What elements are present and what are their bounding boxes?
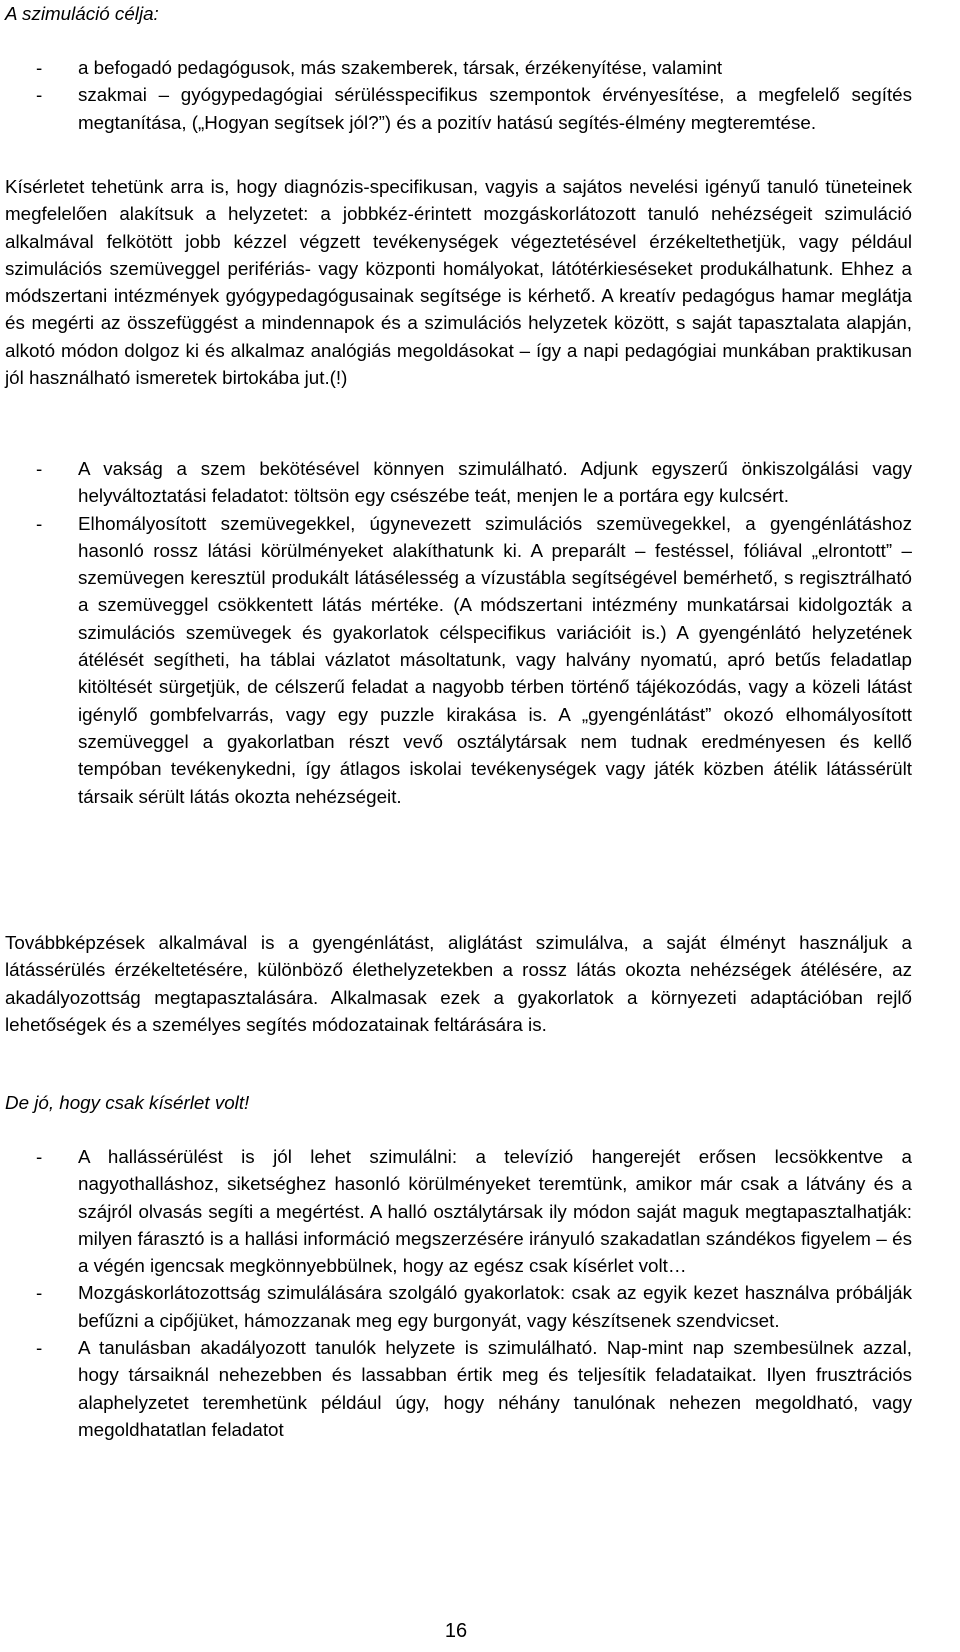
list-item (0, 81, 912, 136)
list-item-text: A hallássérülést is jól lehet szimulálni: a televízió hangerejét erősen lecsökkentve a nagyothalláshoz, siketséghez hasonló körülményeket teremtünk, amikor már csak a látvány és a szájról olvasás segíti a megértést. A halló osztálytársak ily módon saját maguk megtapasztalhatják: milyen fárasztó is a hallási információ megszerzésére irányuló szakadatlan szándékos figyelem – és a végén igencsak megkönnyebbülnek, hogy az egész csak kísérlet volt… (78, 1146, 912, 1277)
list-item (0, 1143, 912, 1279)
bullet-dash: - (36, 512, 43, 534)
body-paragraph: Kísérletet tehetünk arra is, hogy diagnózis-specifikusan, vagyis a sajátos nevelési igényű tanuló tüneteinek megfelelően alakítsuk a helyzetet: a jobbkéz-érintett mozgáskorlátozott tanuló nehézségeit szimuláció alkalmával felkötött jobb kézzel végzett tevékenységek végeztetésével érzékeltethetjük, vagy például szimulációs szemüveggel perifériás- vagy központi homályokat, látótérkieséseket produkálhatunk. Ehhez a módszertani intézmények gyógypedagógusainak segítsége is kérhető. A kreatív pedagógus hamar meglátja és megérti az összefüggést a mindennapok és a szimulációs helyzetek között, s saját tapasztalata alapján, alkotó módon dolgoz ki és alkalmaz analógiás megoldásokat – így a napi pedagógiai munkában praktikusan jól használható ismeretek birtokába jut.(!) (5, 176, 912, 389)
list-item (0, 54, 912, 81)
list-item-text: A tanulásban akadályozott tanulók helyzete is szimulálható. Nap-mint nap szembesülnek azzal, hogy társaiknál nehezebben és lassabban értik meg és teljesítik feladataikat. Ilyen frusztrációs alaphelyzetet teremhetünk például úgy, hogy néhány tanulónak nehezen megoldható, vagy megoldhatatlan feladatot (78, 1337, 912, 1440)
experiment-list (0, 1143, 912, 1443)
list-item-text: A vakság a szem bekötésével könnyen szimulálható. Adjunk egyszerű önkiszolgálási vagy helyváltoztatási feladatot: töltsön egy csészébe teát, menjen le a portára egy kulcsért. (78, 458, 912, 507)
list-item (0, 1279, 912, 1334)
page-number: 16 (444, 1620, 468, 1642)
bullet-dash: - (36, 84, 43, 106)
simulation-examples-list (0, 455, 912, 810)
list-item-text: Mozgáskorlátozottság szimulálására szolgáló gyakorlatok: csak az egyik kezet használva próbálják befűzni a cipőjüket, hámozzanak meg egy burgonyát, vagy készítsenek szendvicset. (78, 1282, 912, 1331)
bullet-dash: - (36, 1337, 43, 1359)
bullet-dash: - (36, 1146, 43, 1167)
list-item-text: Elhomályosított szemüvegekkel, úgynevezett szimulációs szemüvegekkel, a gyengénlátáshoz hasonló rossz látási körülményeket alakíthatunk ki. A preparált – festéssel, fóliával „elrontott” – szemüvegen keresztül produkált látásélesség a vízustábla segítségével bemérhető, s regisztrálható a szemüveggel csökkentett látás mértéke. (A módszertani intézmény munkatársai kidolgozták a szimulációs szemüvegek és gyakorlatok célspecifikus variációit is.) A gyengénlátó helyzetének átélését segítheti, ha táblai vázlatot másoltatunk, vagy halvány nyomatú, apró betűs feladatlap kitöltését sürgetjük, de célszerű feladat a nagyobb térben történő tájékozódás, vagy a közeli látást igénylő gombfelvarrás, vagy egy puzzle kirakása is. A „gyengénlátást” okozó elhomályosított szemüveggel a gyakorlatban részt vevő osztálytársak nem tudnak eredményesen és kellő tempóban tevékenykedni, így átlagos iskolai tevékenységek vagy játék közben átélik látássérült társaik sérült látás okozta nehézségeit. (78, 512, 912, 807)
list-item (0, 1334, 912, 1443)
bullet-dash: - (36, 1282, 43, 1304)
list-item-text: szakmai – gyógypedagógiai sérülésspecifikus szempontok érvényesítése, a megfelelő segítés megtanítása, („Hogyan segítsek jól?”) és a pozitív hatású segítés-élmény megteremtése. (78, 84, 912, 133)
list-item-text: a befogadó pedagógusok, más szakemberek, társak, érzékenyítése, valamint (78, 57, 723, 78)
bullet-dash: - (36, 57, 43, 78)
goal-list (0, 54, 912, 136)
section-heading-experiment: De jó, hogy csak kísérlet volt! (5, 1092, 250, 1113)
section-heading-simulation-goal: A szimuláció célja: (5, 3, 159, 24)
list-item (0, 455, 912, 510)
bullet-dash: - (36, 458, 43, 479)
list-item (0, 510, 912, 810)
body-paragraph: Továbbképzések alkalmával is a gyengénlátást, aliglátást szimulálva, a saját élményt használjuk a látássérülés érzékeltetésére, különböző élethelyzetekben a rossz látás okozta nehézségek átélésére, az akadályozottság megtapasztalására. Alkalmasak ezek a gyakorlatok a környezeti adaptációban rejlő lehetőségek és a személyes segítés módozatainak feltárására is. (5, 932, 912, 1035)
